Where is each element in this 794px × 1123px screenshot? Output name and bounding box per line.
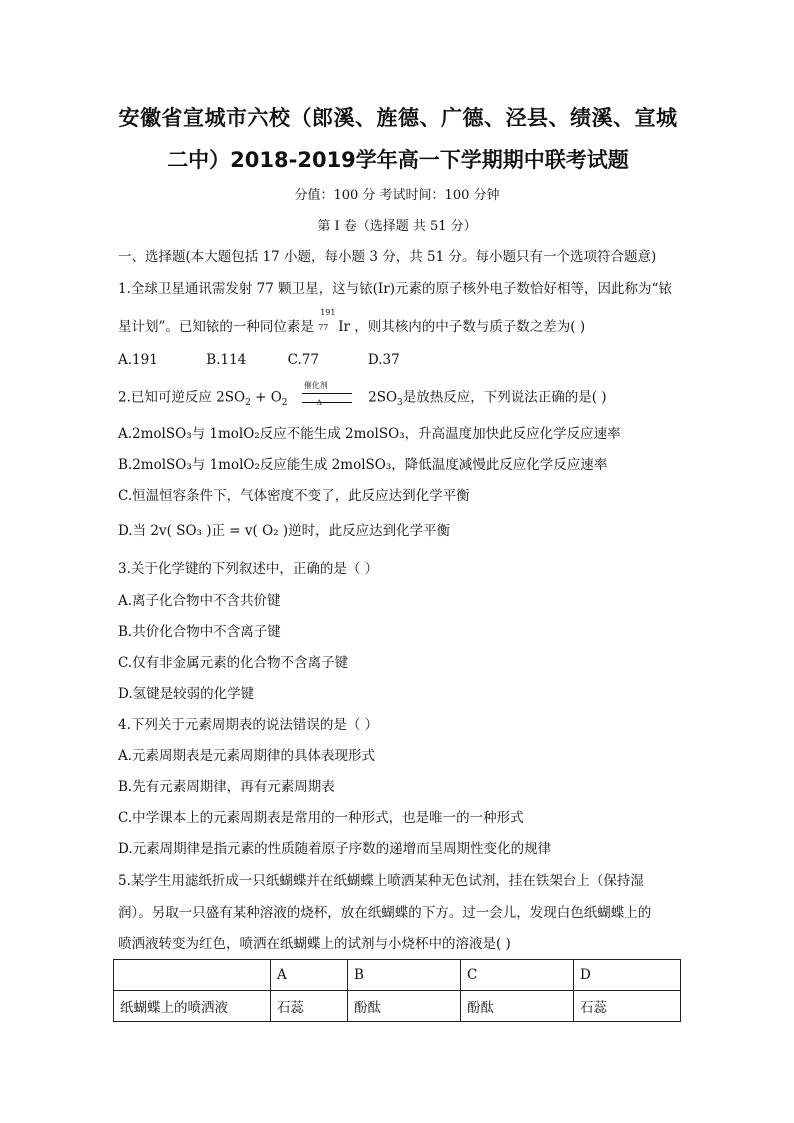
q1-option-c: C.77 — [287, 352, 319, 368]
section-instructions: 一、选择题(本大题包括 17 小题，每小题 3 分，共 51 分。每小题只有一个选项符合题意) — [118, 249, 657, 265]
catalyst-label: 催化剂 — [303, 381, 328, 390]
q2-plus-o2: + O — [255, 389, 282, 406]
isotope-notation — [318, 308, 338, 332]
heat-label: Δ — [316, 399, 322, 407]
q2-option-a: A.2molSO₃与 1molO₂反应不能生成 2molSO₃，升高温度加快此反应化学反应速率 — [118, 426, 621, 442]
q1-option-a: A.191 — [118, 352, 158, 368]
q1-line-1: 1.全球卫星通讯需发射 77 颗卫星，这与铱(Ir)元素的原子核外电子数恰好相等，因此称为“铱 — [118, 281, 672, 297]
table-cell-d: 石蕊 — [574, 991, 681, 1022]
q1-line-2 — [118, 308, 586, 335]
q2-stem: 2.已知可逆反应 $2SO_2 + O_2$ 催化剂 Δ $2SO_3$是放热反应，下列说法正确的是( ) — [118, 381, 607, 409]
table-header-row — [114, 960, 681, 991]
table-row — [114, 991, 681, 1022]
answer-table — [113, 959, 681, 1022]
q2-option-b: B.2molSO₃与 1molO₂反应能生成 2molSO₃，降低温度减慢此反应化学反应速率 — [118, 457, 608, 473]
table-cell-a: 石蕊 — [271, 991, 348, 1022]
q2-tail: 是放热反应，下列说法正确的是( ) — [402, 389, 607, 406]
q5-line-3: 喷洒液转变为红色，喷洒在纸蝴蝶上的试剂与小烧杯中的溶液是( ) — [118, 936, 511, 952]
table-cell-b: 酚酞 — [348, 991, 461, 1022]
q3-option-b: B.共价化合物中不含离子键 — [118, 624, 281, 640]
q1-text-a: 星计划”。已知铱的一种同位素是 — [118, 319, 314, 335]
table-row-label: 纸蝴蝶上的喷洒液 — [114, 991, 271, 1022]
q1-option-b: B.114 — [206, 352, 247, 368]
table-header-a: A — [271, 960, 348, 991]
equilibrium-arrow-icon — [292, 381, 364, 407]
title-line-1: 安徽省宣城市六校（郎溪、旌德、广德、泾县、绩溪、宣城 — [118, 106, 678, 130]
isotope-symbol: Ir — [338, 319, 350, 335]
q4-option-c: C.中学课本上的元素周期表是常用的一种形式，也是唯一的一种形式 — [118, 810, 524, 826]
q3-option-a: A.离子化合物中不含共价键 — [118, 593, 281, 609]
q4-option-a: A.元素周期表是元素周期律的具体表现形式 — [118, 748, 376, 764]
q2-product: 2SO — [368, 389, 398, 406]
q5-line-2: 润）。另取一只盛有某种溶液的烧杯，放在纸蝴蝶的下方。过一会儿，发现白色纸蝴蝶上的 — [118, 905, 652, 921]
table-header-c: C — [461, 960, 574, 991]
title-line-2: 二中）2018-2019学年高一下学期期中联考试题 — [167, 148, 629, 172]
table-header-b: B — [348, 960, 461, 991]
q2-option-c: C.恒温恒容条件下，气体密度不变了，此反应达到化学平衡 — [118, 488, 470, 504]
q1-options — [118, 354, 400, 368]
q3-option-c: C.仅有非金属元素的化合物不含离子键 — [118, 655, 349, 671]
score-time: 分值：100 分 考试时间：100 分钟 — [294, 188, 500, 203]
q4-stem: 4.下列关于元素周期表的说法错误的是（ ） — [118, 717, 379, 733]
q3-stem: 3.关于化学键的下列叙述中，正确的是（ ） — [118, 561, 379, 577]
table-header-d: D — [574, 960, 681, 991]
isotope-atomic: 77 — [318, 323, 329, 332]
table-header-blank — [114, 960, 271, 991]
q2-lead: 2.已知可逆反应 2SO — [118, 389, 246, 406]
q1-text-b: ，则其核内的中子数与质子数之差为( ) — [354, 319, 586, 335]
q4-option-d: D.元素周期律是指元素的性质随着原子序数的递增而呈周期性变化的规律 — [118, 841, 552, 857]
isotope-mass: 191 — [320, 308, 336, 317]
q2-option-d: D.当 2v( SO₃ )正 = v( O₂ )逆时，此反应达到化学平衡 — [118, 523, 451, 539]
section-heading: 第 I 卷（选择题 共 51 分） — [317, 219, 477, 234]
table-cell-c: 酚酞 — [461, 991, 574, 1022]
q4-option-b: B.先有元素周期律，再有元素周期表 — [118, 779, 335, 795]
q1-option-d: D.37 — [367, 352, 400, 368]
q3-option-d: D.氢键是较弱的化学键 — [118, 686, 255, 702]
q5-line-1: 5.某学生用滤纸折成一只纸蝴蝶并在纸蝴蝶上喷洒某种无色试剂，挂在铁架台上（保持湿 — [118, 873, 644, 889]
